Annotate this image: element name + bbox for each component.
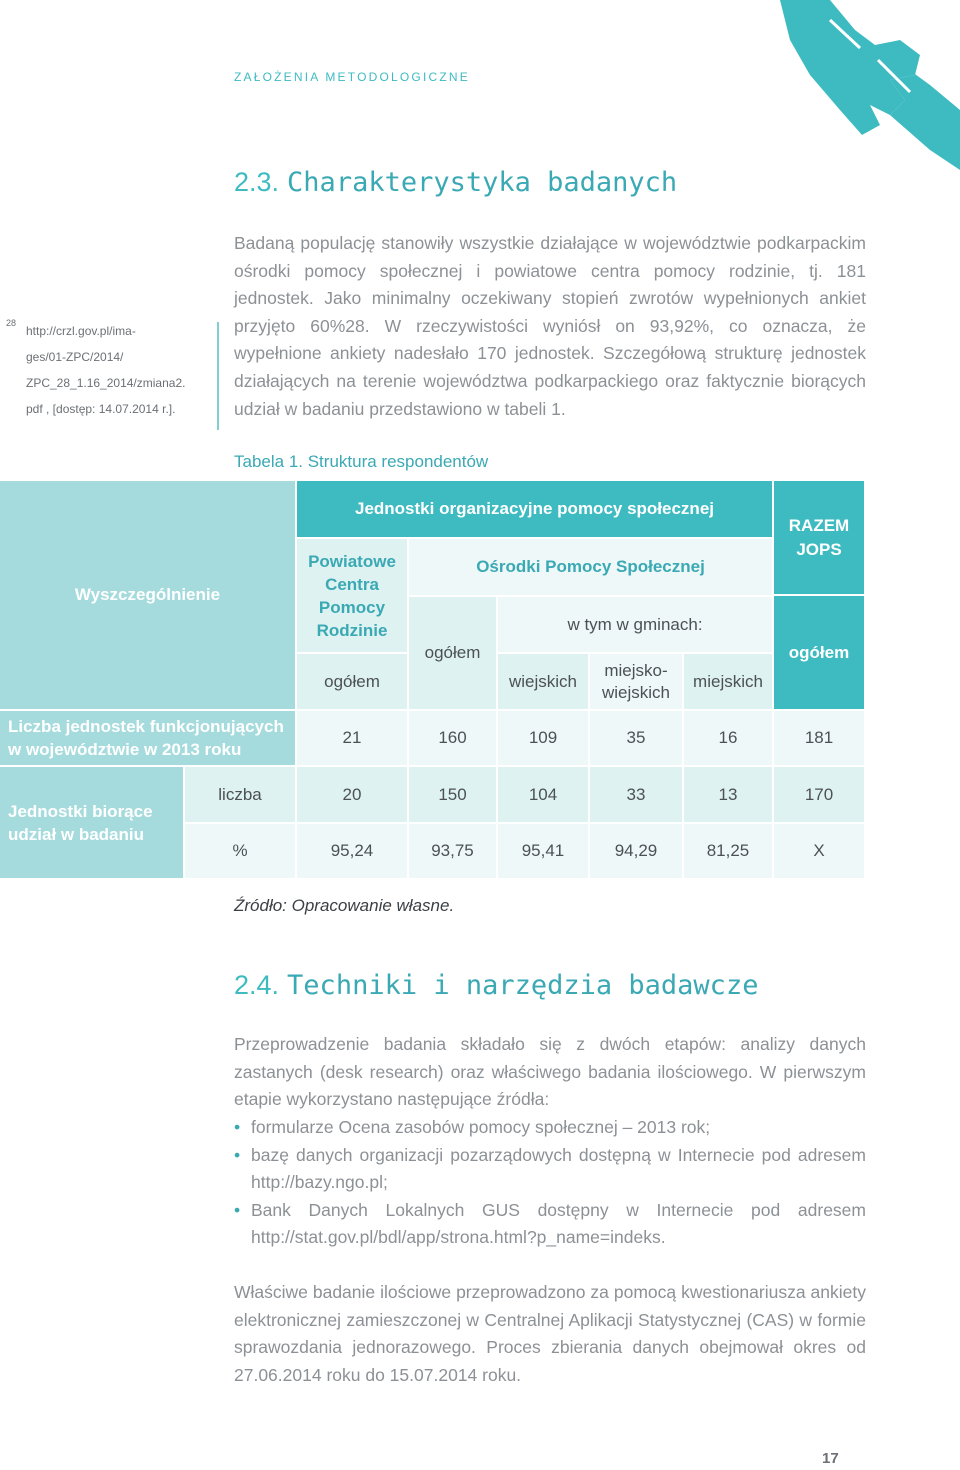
table-cell: 181 [774, 711, 864, 765]
table-cell: 95,24 [297, 824, 407, 878]
header-ops-ogolem: ogółem [409, 597, 496, 709]
table-cell: 13 [684, 767, 772, 822]
table-cell: 104 [498, 767, 588, 822]
table-cell: 35 [590, 711, 682, 765]
table-cell: 21 [297, 711, 407, 765]
section-heading: Techniki i narzędzia badawcze [287, 970, 759, 1001]
section-number: 2.4. [234, 970, 280, 1000]
header-razem-ogolem: ogółem [774, 596, 864, 709]
table-cell: 170 [774, 767, 864, 822]
footnote-divider [217, 322, 219, 430]
footnote-line: ZPC_28_1.16_2014/zmiana2. [26, 376, 186, 390]
row-sub-liczba: liczba [185, 767, 295, 822]
header-pcpr-ogolem: ogółem [297, 654, 407, 709]
table-caption: Tabela 1. Struktura respondentów [234, 452, 489, 471]
table-cell: 93,75 [409, 824, 496, 878]
table-cell: 95,41 [498, 824, 588, 878]
table-source: Źródło: Opracowanie własne. [234, 896, 455, 915]
table-cell: X [774, 824, 864, 878]
table-cell: 160 [409, 711, 496, 765]
table-cell: 94,29 [590, 824, 682, 878]
survey-paragraph: Właściwe badanie ilościowe przeprowadzono za pomocą kwestionariusza ankiety elektronicznej zamieszczonej w Centralnej Aplikacji Statystycznej (CAS) w formie sprawozdania jednorazowego. Proces zbierania danych obejmował okres od 27.06.2014 roku do 15.07.2014 roku. [234, 1282, 866, 1385]
header-miejsko-wiejskich: miejsko-wiejskich [590, 654, 682, 709]
footnote-line: http://crzl.gov.pl/ima- [26, 324, 136, 338]
section-heading: Charakterystyka badanych [287, 167, 678, 198]
running-header: ZAŁOŻENIA METODOLOGICZNE [234, 70, 470, 84]
list-item: • formularze Ocena zasobów pomocy społecznej – 2013 rok; [234, 1114, 866, 1142]
table-cell: 81,25 [684, 824, 772, 878]
footnote-line: ges/01-ZPC/2014/ [26, 350, 124, 364]
row-label-biorace-udzial: Jednostki biorące udział w badaniu [0, 767, 183, 878]
section-title-2-4 [234, 970, 758, 1001]
table-cell: 16 [684, 711, 772, 765]
page-number: 17 [822, 1450, 839, 1467]
table-cell: 20 [297, 767, 407, 822]
header-w-tym: w tym w gminach: [498, 597, 772, 652]
table-cell: 33 [590, 767, 682, 822]
table-cell: 150 [409, 767, 496, 822]
header-ops: Ośrodki Pomocy Społecznej [409, 539, 772, 595]
header-pcpr: Powiatowe Centra Pomocy Rodzinie [297, 539, 407, 652]
list-item: • bazę danych organizacji pozarządowych dostępną w Internecie pod adresem http://bazy.ngo.pl; [234, 1142, 866, 1197]
header-razem: RAZEM JOPS [774, 481, 864, 594]
footnote-line: pdf , [dostęp: 14.07.2014 r.]. [26, 402, 176, 416]
header-miejskich: miejskich [684, 654, 772, 709]
list-item: • Bank Danych Lokalnych GUS dostępny w Internecie pod adresem http://stat.gov.pl/bdl/app/strona.html?p_name=indeks. [234, 1197, 866, 1252]
table-cell: 109 [498, 711, 588, 765]
handshake-icon [770, 0, 960, 180]
row-sub-percent: % [185, 824, 295, 878]
intro-paragraph: Badaną populację stanowiły wszystkie działające w województwie podkarpackim ośrodki pomocy społecznej i powiatowe centra pomocy rodzinie, tj. 181 jednostek. Jako minimalny oczekiwany stopień zwrotów wypełnionych ankiet przyjęto 60%28. W rzeczywistości wyniósł on 93,92%, co oznacza, że wypełnione ankiety nadesłało 170 jednostek. Szczegółową strukturę jednostek działających na terenie województwa podkarpackiego oraz faktycznie biorących udział w badaniu przedstawiono w tabeli 1. [234, 233, 866, 419]
sources-list [234, 1114, 866, 1252]
footnote-number: 28 [6, 318, 17, 328]
section-title-2-3 [234, 167, 677, 198]
techniques-paragraph: Przeprowadzenie badania składało się z dwóch etapów: analizy danych zastanych (desk research) oraz właściwego badania ilościowego. W pierwszym etapie wykorzystano następujące źródła: [234, 1034, 866, 1110]
row-label-funkcjonujace: Liczba jednostek funkcjonujących w województwie w 2013 roku [0, 711, 295, 765]
section-number: 2.3. [234, 167, 280, 197]
header-wiejskich: wiejskich [498, 654, 588, 709]
header-jednostki: Jednostki organizacyjne pomocy społecznej [297, 481, 772, 537]
header-wyszczegolnienie: Wyszczególnienie [0, 481, 295, 709]
